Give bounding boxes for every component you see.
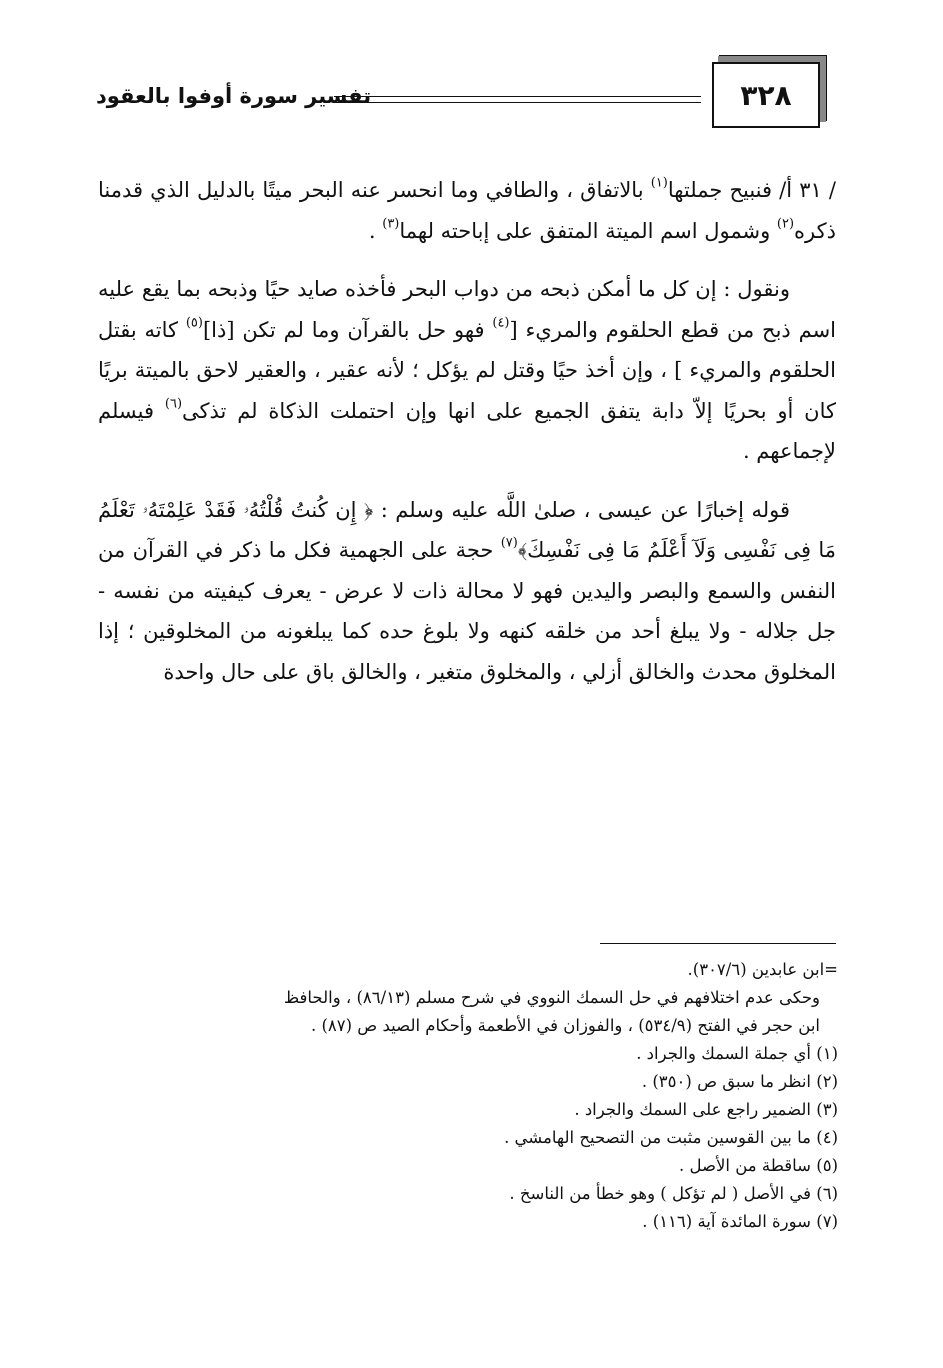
- footnotes: [98, 956, 838, 1236]
- text-span: فيسلم لإجماعهم .: [98, 398, 836, 463]
- header-rule: [334, 96, 701, 103]
- paragraph-2: [98, 269, 836, 472]
- text-span: وشمول اسم الميتة المتفق على إباحته لهما: [399, 218, 777, 243]
- footnote-continuation: ابن حجر في الفتح (٥٣٤/٩) ، والفوزان في الأطعمة وأحكام الصيد ص (٨٧) .: [310, 1016, 820, 1035]
- footnote-ref-3: (٣): [382, 216, 400, 232]
- page-number: ٣٢٨: [740, 78, 792, 112]
- text-span: .: [368, 218, 383, 243]
- footnote-ref-4: (٤): [492, 315, 510, 331]
- running-title: تفسير سورة أوفوا بالعقود: [96, 84, 372, 108]
- footnote-7: (٧) سورة المائدة آية (١١٦) .: [642, 1212, 838, 1231]
- footnote-ref-2: (٢): [776, 216, 795, 232]
- text-span: كاته بقتل الحلقوم والمريء ] ، وإن أخذ حيًا وقتل لم يؤكل ؛ لأنه عقير ، والعقير لاحق بالميتة بريًا كان أو بحريًا إلاّ دابة يتفق الجميع على انها وإن احتملت الذكاة لم تذكى: [98, 317, 836, 423]
- footnote-continuation: =ابن عابدين (٣٠٧/٦).: [687, 960, 838, 979]
- footnote-ref-6: (٦): [164, 396, 183, 412]
- footnote-ref-1: (١): [650, 175, 668, 191]
- footnote-continuation: وحكى عدم اختلافهم في حل السمك النووي في شرح مسلم (٨٦/١٣) ، والحافظ: [283, 988, 820, 1007]
- footnote-4: (٤) ما بين القوسين مثبت من التصحيح الهامشي .: [504, 1128, 838, 1147]
- footnote-ref-7: (٧): [500, 535, 518, 551]
- text-span: حجة على الجهمية فكل ما ذكر في القرآن من النفس والسمع والبصر واليدين فهو لا محالة ذات لا عرض - يعرف كيفيته من نفسه - جل جلاله - ولا يبلغ أحد من خلقه كنهه ولا بلوغ حده كما يبلغونه من المخلوقين ؛ إذا المخلوق محدث والخالق أزلي ، والمخلوق متغير ، والخالق باق على حال واحدة: [98, 538, 836, 684]
- footnote-separator: [600, 943, 836, 944]
- main-text: [98, 170, 836, 710]
- text-span: قوله إخبارًا عن عيسى ، صلىٰ اللَّه عليه وسلم :: [373, 497, 790, 522]
- paragraph-1: [98, 170, 836, 251]
- text-span: بالاتفاق ، والطافي وما انحسر عنه البحر ميتًا بالدليل الذي قدمنا ذكره: [98, 178, 836, 243]
- text-span: فهو حل بالقرآن وما لم تكن [ذا]: [202, 317, 493, 342]
- footnote-ref-5: (٥): [185, 315, 203, 331]
- quran-verse: ﴿ إِن كُنتُ قُلْتُهُۥ فَقَدْ عَلِمْتَهُۥ تَعْلَمُ مَا فِى نَفْسِى وَلَآ أَعْلَمُ مَا فِى نَفْسِكَ﴾: [98, 497, 836, 562]
- footnote-5: (٥) ساقطة من الأصل .: [679, 1156, 838, 1175]
- footnote-2: (٢) انظر ما سبق ص (٣٥٠) .: [641, 1072, 838, 1091]
- footnote-1: (١) أي جملة السمك والجراد .: [636, 1044, 838, 1063]
- text-span: ونقول : إن كل ما أمكن ذبحه من دواب البحر فأخذه صايد حيًا وذبحه بما يقع عليه اسم ذبح من قطع الحلقوم والمريء [: [98, 277, 837, 342]
- page-header: [96, 60, 826, 130]
- text-span: / ٣١ أ/ فنبيح جملتها: [667, 178, 837, 202]
- footnote-3: (٣) الضمير راجع على السمك والجراد .: [574, 1100, 838, 1119]
- paragraph-3: [98, 490, 836, 693]
- page-number-box: [712, 62, 820, 128]
- footnote-6: (٦) في الأصل ( لم تؤكل ) وهو خطأ من الناسخ .: [509, 1184, 838, 1203]
